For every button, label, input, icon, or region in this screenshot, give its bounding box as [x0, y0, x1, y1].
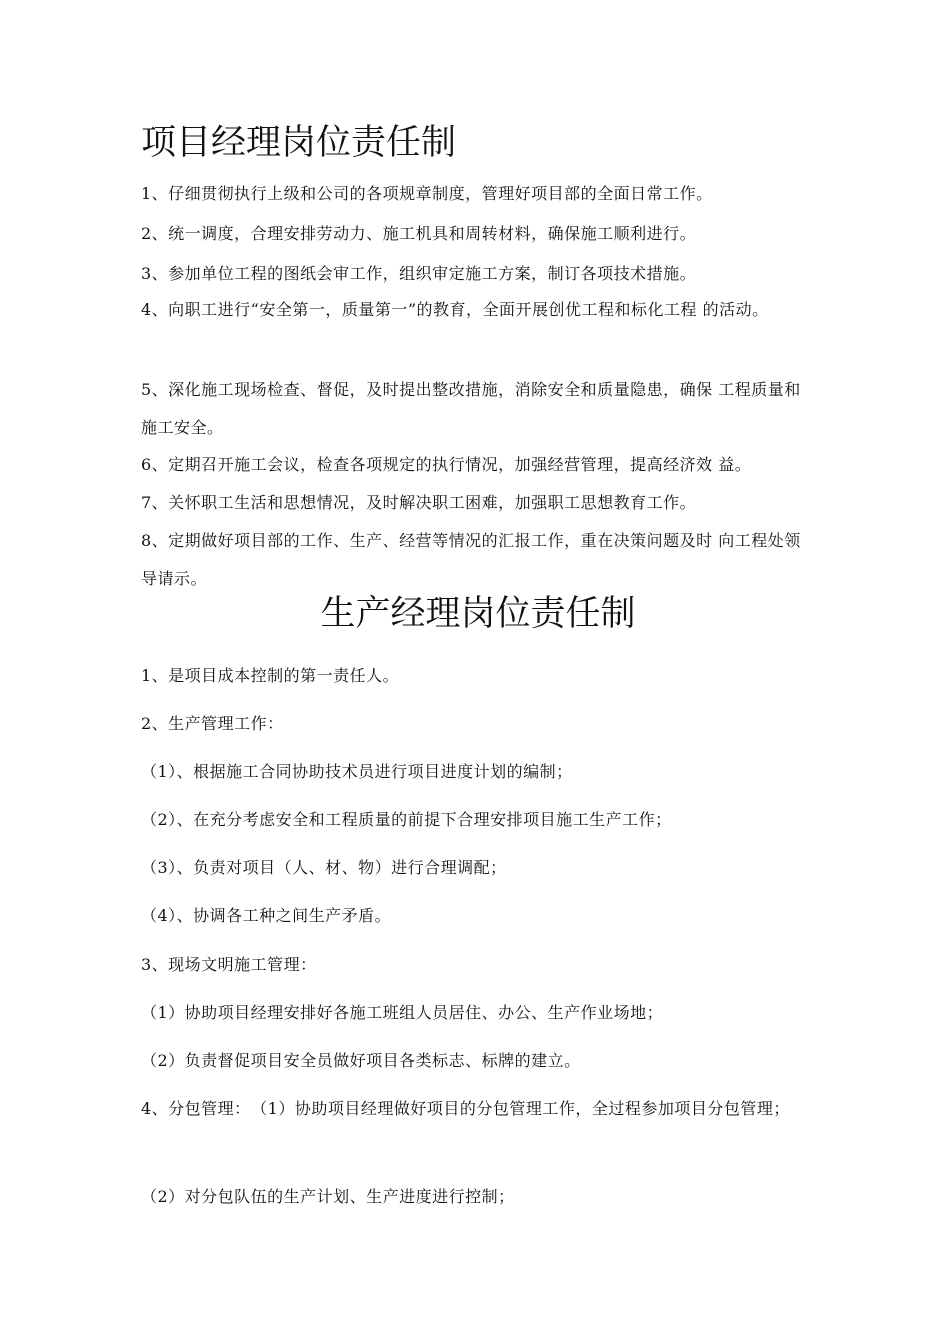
list-item: 4、向职工进行“安全第一，质量第一”的教育，全面开展创优工程和标化工程 的活动。 — [141, 300, 769, 319]
list-item: 6、定期召开施工会议，检查各项规定的执行情况，加强经营管理，提高经济效 益。 — [141, 455, 752, 474]
list-item: （1）、根据施工合同协助技术员进行项目进度计划的编制； — [141, 762, 573, 781]
list-item: 3、现场文明施工管理： — [141, 955, 317, 974]
list-item: （2）、在充分考虑安全和工程质量的前提下合理安排项目施工生产工作； — [141, 810, 672, 829]
list-item: （3）、负责对项目（人、材、物）进行合理调配； — [141, 858, 507, 877]
list-item: 2、统一调度，合理安排劳动力、施工机具和周转材料，确保施工顺利进行。 — [141, 224, 697, 243]
list-item: （1）协助项目经理安排好各施工班组人员居住、办公、生产作业场地； — [141, 1003, 664, 1022]
list-item: 1、仔细贯彻执行上级和公司的各项规章制度，管理好项目部的全面日常工作。 — [141, 184, 713, 203]
list-item: 7、关怀职工生活和思想情况，及时解决职工困难，加强职工思想教育工作。 — [141, 493, 697, 512]
list-item: 5、深化施工现场检查、督促，及时提出整改措施，消除安全和质量隐患，确保 工程质量和施工安全。 — [141, 380, 801, 437]
section-title-project-manager: 项目经理岗位责任制 — [141, 123, 457, 163]
list-item: 8、定期做好项目部的工作、生产、经营等情况的汇报工作，重在决策问题及时 向工程处领导请示。 — [141, 531, 801, 588]
section-title-production-manager: 生产经理岗位责任制 — [320, 594, 636, 634]
list-item: 4、分包管理： （1）协助项目经理做好项目的分包管理工作，全过程参加项目分包管理； — [141, 1099, 790, 1118]
list-item: （2）对分包队伍的生产计划、生产进度进行控制； — [141, 1187, 515, 1206]
list-item: 2、生产管理工作： — [141, 714, 284, 733]
list-item: （2）负责督促项目安全员做好项目各类标志、标牌的建立。 — [141, 1051, 581, 1070]
list-item: 3、参加单位工程的图纸会审工作，组织审定施工方案，制订各项技术措施。 — [141, 264, 697, 283]
list-item: （4）、协调各工种之间生产矛盾。 — [141, 906, 392, 925]
list-item: 1、是项目成本控制的第一责任人。 — [141, 666, 400, 685]
